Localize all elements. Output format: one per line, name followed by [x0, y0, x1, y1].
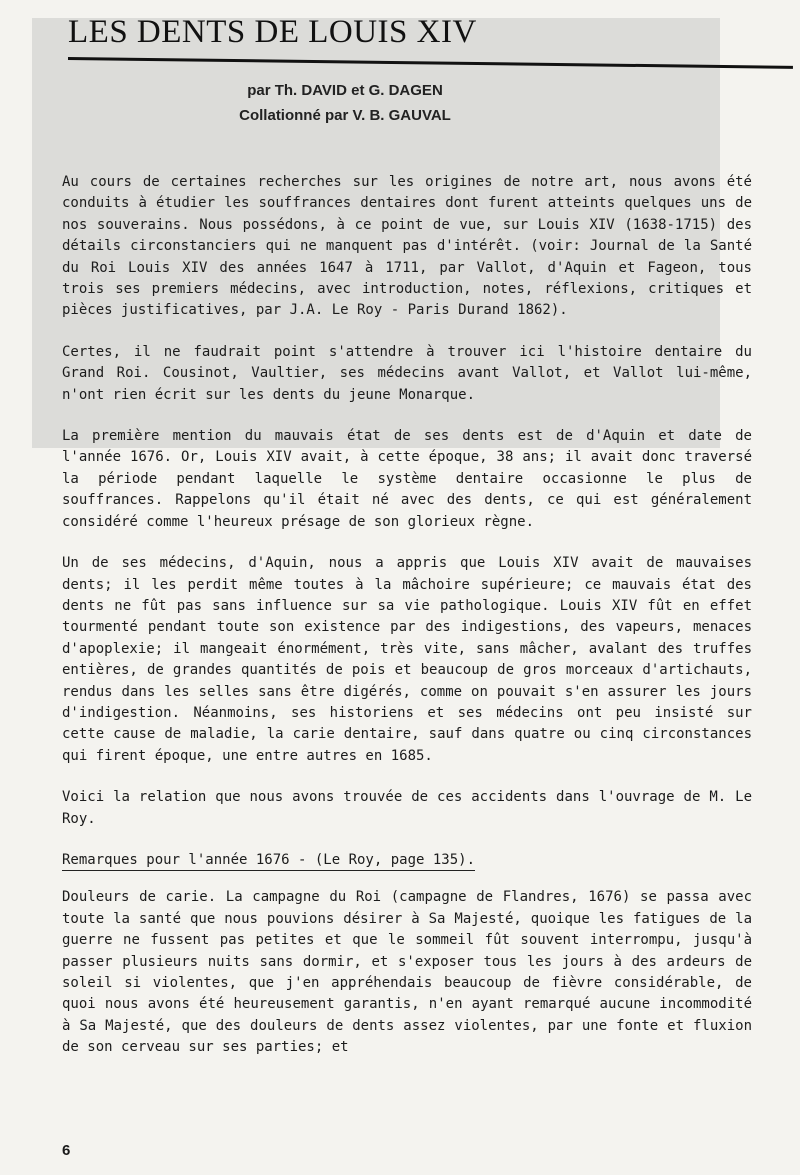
collator-line: Collationné par V. B. GAUVAL: [239, 107, 451, 124]
article-body: [62, 172, 752, 1079]
paragraph-certes: Certes, il ne faudrait point s'attendre à trouver ici l'histoire dentaire du Grand Roi. Cousinot, Vaultier, ses médecins avant Vallot, et Vallot lui-même, n'ont rien écrit sur les dents du jeune Monarque.: [62, 343, 752, 403]
article-title: LES DENTS DE LOUIS XIV: [68, 14, 477, 50]
paragraph-medecins: Un de ses médecins, d'Aquin, nous a appris que Louis XIV avait de mauvaises dents; il les perdit même toutes à la mâchoire supérieure; ce mauvais état des dents ne fût pas sans influence sur sa vie pathologique. Louis XIV fût en effet tourmenté pendant toute son existence par des indigestions, des vapeurs, menaces d'apoplexie; il mangeait énormément, très vite, sans mâcher, avalant des truffes entières, de grandes quantités de pois et beaucoup de gros morceaux d'artichauts, rendus dans les selles sans être digérés, comme on pouvait s'en assurer les jours d'indigestion. Néanmoins, ses historiens et ses médecins ont peu insisté sur cette cause de maladie, la carie dentaire, sauf dans quatre ou cinq circonstances qui firent époque, une entre autres en 1685.: [62, 555, 752, 764]
page-number: 6: [62, 1142, 71, 1159]
paragraph-relation: Voici la relation que nous avons trouvée de ces accidents dans l'ouvrage de M. Le Roy.: [62, 789, 752, 827]
section-heading-text: Remarques pour l'année 1676 - (Le Roy, page 135).: [62, 852, 475, 871]
section-heading: [62, 850, 752, 871]
paragraph-douleurs: Douleurs de carie. La campagne du Roi (campagne de Flandres, 1676) se passa avec toute la santé que nous pouvions désirer à Sa Majesté, quoique les fatigues de la guerre ne fussent pas petites et que le sommeil fût souvent interrompu, jusqu'à passer plusieurs nuits sans dormir, et s'exposer tous les jours à des ardeurs de soleil si violentes, que j'en appréhendais beaucoup de fièvre considérable, de quoi nous avons été heureusement garantis, n'en ayant remarqué aucune incommodité à Sa Majesté, que des douleurs de dents assez violentes, par une fonte et fluxion de son cerveau sur ses parties; et: [62, 889, 752, 1056]
paragraph-premiere-mention: La première mention du mauvais état de ses dents est de d'Aquin et date de l'année 1676. Or, Louis XIV avait, à cette époque, 38 ans; il avait donc traversé la période pendant laquelle le système dentaire occasionne le plus de souffrances. Rappelons qu'il était né avec des dents, ce qui est généralement considéré comme l'heureux présage de son glorieux règne.: [62, 428, 752, 530]
author-line: par Th. DAVID et G. DAGEN: [247, 82, 443, 99]
paragraph-intro: Au cours de certaines recherches sur les origines de notre art, nous avons été conduits à étudier les souffrances dentaires dont furent atteints quelques uns de nos souverains. Nous possédons, à ce point de vue, sur Louis XIV (1638-1715) des détails circonstanciers qui ne manquent pas d'intérêt. (voir: Journal de la Santé du Roi Louis XIV des années 1647 à 1711, par Vallot, d'Aquin et Fageon, tous trois ses premiers médecins, avec introduction, notes, réflexions, critiques et pièces justificatives, par J.A. Le Roy - Paris Durand 1862).: [62, 174, 752, 319]
author-block: [200, 78, 490, 128]
